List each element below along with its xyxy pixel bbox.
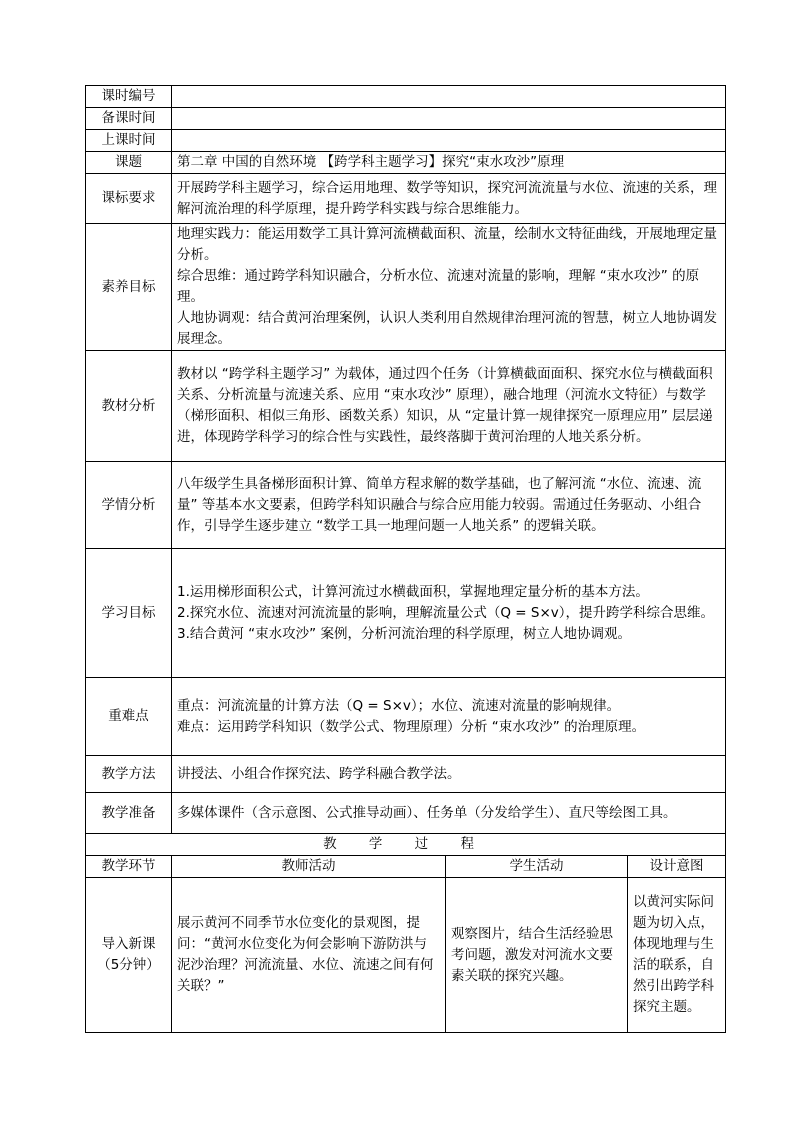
methods-label: 教学方法 xyxy=(86,756,172,793)
row-preparation xyxy=(86,793,726,834)
row-lesson-number xyxy=(86,86,726,108)
material-value: 教材以 “跨学科主题学习” 为载体，通过四个任务（计算横截面面积、探究水位与横截面积关系、分析流量与流速关系、应用 “束水攻沙” 原理），融合地理（河流水文特征）与数学（梯形面积、相似三角形、函数关系）知识，从 “定量计算一规律探究一原理应用” 层层递进，体现跨学科学习的综合性与实践性，最终落脚于黄河治理的人地关系分析。 xyxy=(172,351,726,462)
row-class-time xyxy=(86,130,726,152)
literacy-label: 素养目标 xyxy=(86,224,172,351)
intro-student-activity: 观察图片，结合生活经验思考问题，激发对河流水文要素关联的探究兴趣。 xyxy=(446,878,628,1033)
row-topic xyxy=(86,152,726,174)
header-stage: 教学环节 xyxy=(86,856,172,878)
row-process-title xyxy=(86,834,726,856)
intro-design-intent: 以黄河实际问题为切入点，体现地理与生活的联系，自然引出跨学科探究主题。 xyxy=(628,878,726,1033)
row-objectives xyxy=(86,549,726,678)
standard-label: 课标要求 xyxy=(86,174,172,224)
header-teacher: 教师活动 xyxy=(172,856,446,878)
header-student: 学生活动 xyxy=(446,856,628,878)
key-point: 重点：河流流量的计算方法（Q = S×v）；水位、流速对流量的影响规律。 xyxy=(177,697,621,714)
process-title: 教 学 过 程 xyxy=(86,834,726,856)
literacy-practice: 地理实践力：能运用数学工具计算河流横截面积、流量，绘制水文特征曲线，开展地理定量分析。 xyxy=(177,226,717,263)
methods-value: 讲授法、小组合作探究法、跨学科融合教学法。 xyxy=(172,756,726,793)
preparation-value: 多媒体课件（含示意图、公式推导动画）、任务单（分发给学生）、直尺等绘图工具。 xyxy=(172,793,726,834)
row-material xyxy=(86,351,726,462)
class-time-value xyxy=(172,130,726,152)
lesson-plan-table xyxy=(85,85,726,1033)
students-value: 八年级学生具备梯形面积计算、简单方程求解的数学基础，也了解河流 “水位、流速、流量” 等基本水文要素，但跨学科知识融合与综合应用能力较弱。需通过任务驱动、小组合作，引导学生逐步建立 “数学工具一地理问题一人地关系” 的逻辑关联。 xyxy=(172,462,726,549)
key-points-value xyxy=(172,678,726,756)
literacy-harmony: 人地协调观：结合黄河治理案例，认识人类利用自然规律治理河流的智慧，树立人地协调发展理念。 xyxy=(177,310,717,347)
standard-value: 开展跨学科主题学习，综合运用地理、数学等知识，探究河流流量与水位、流速的关系，理解河流治理的科学原理，提升跨学科实践与综合思维能力。 xyxy=(172,174,726,224)
lesson-number-value xyxy=(172,86,726,108)
row-literacy xyxy=(86,224,726,351)
objective-1: 1.运用梯形面积公式，计算河流过水横截面积，掌握地理定量分析的基本方法。 xyxy=(177,583,649,600)
preparation-label: 教学准备 xyxy=(86,793,172,834)
row-key-points xyxy=(86,678,726,756)
objectives-label: 学习目标 xyxy=(86,549,172,678)
objectives-value xyxy=(172,549,726,678)
intro-teacher-activity: 展示黄河不同季节水位变化的景观图，提问：“黄河水位变化为何会影响下游防洪与泥沙治理？河流流量、水位、流速之间有何关联？” xyxy=(172,878,446,1033)
header-intent: 设计意图 xyxy=(628,856,726,878)
literacy-value xyxy=(172,224,726,351)
material-label: 教材分析 xyxy=(86,351,172,462)
row-prep-time xyxy=(86,108,726,130)
objective-2: 2.探究水位、流速对河流流量的影响，理解流量公式（Q = S×v），提升跨学科综合思维。 xyxy=(177,604,715,621)
topic-value: 第二章 中国的自然环境 【跨学科主题学习】探究“束水攻沙”原理 xyxy=(172,152,726,174)
row-students xyxy=(86,462,726,549)
literacy-thinking: 综合思维：通过跨学科知识融合，分析水位、流速对流量的影响，理解 “束水攻沙” 的原理。 xyxy=(177,268,700,305)
class-time-label: 上课时间 xyxy=(86,130,172,152)
row-methods xyxy=(86,756,726,793)
row-standard xyxy=(86,174,726,224)
row-intro xyxy=(86,878,726,1033)
lesson-number-label: 课时编号 xyxy=(86,86,172,108)
objective-3: 3.结合黄河 “束水攻沙” 案例，分析河流治理的科学原理，树立人地协调观。 xyxy=(177,625,631,642)
key-points-label: 重难点 xyxy=(86,678,172,756)
intro-stage: 导入新课（5分钟） xyxy=(86,878,172,1033)
prep-time-value xyxy=(172,108,726,130)
topic-label: 课题 xyxy=(86,152,172,174)
students-label: 学情分析 xyxy=(86,462,172,549)
difficult-point: 难点：运用跨学科知识（数学公式、物理原理）分析 “束水攻沙” 的治理原理。 xyxy=(177,718,646,735)
prep-time-label: 备课时间 xyxy=(86,108,172,130)
row-process-headers xyxy=(86,856,726,878)
